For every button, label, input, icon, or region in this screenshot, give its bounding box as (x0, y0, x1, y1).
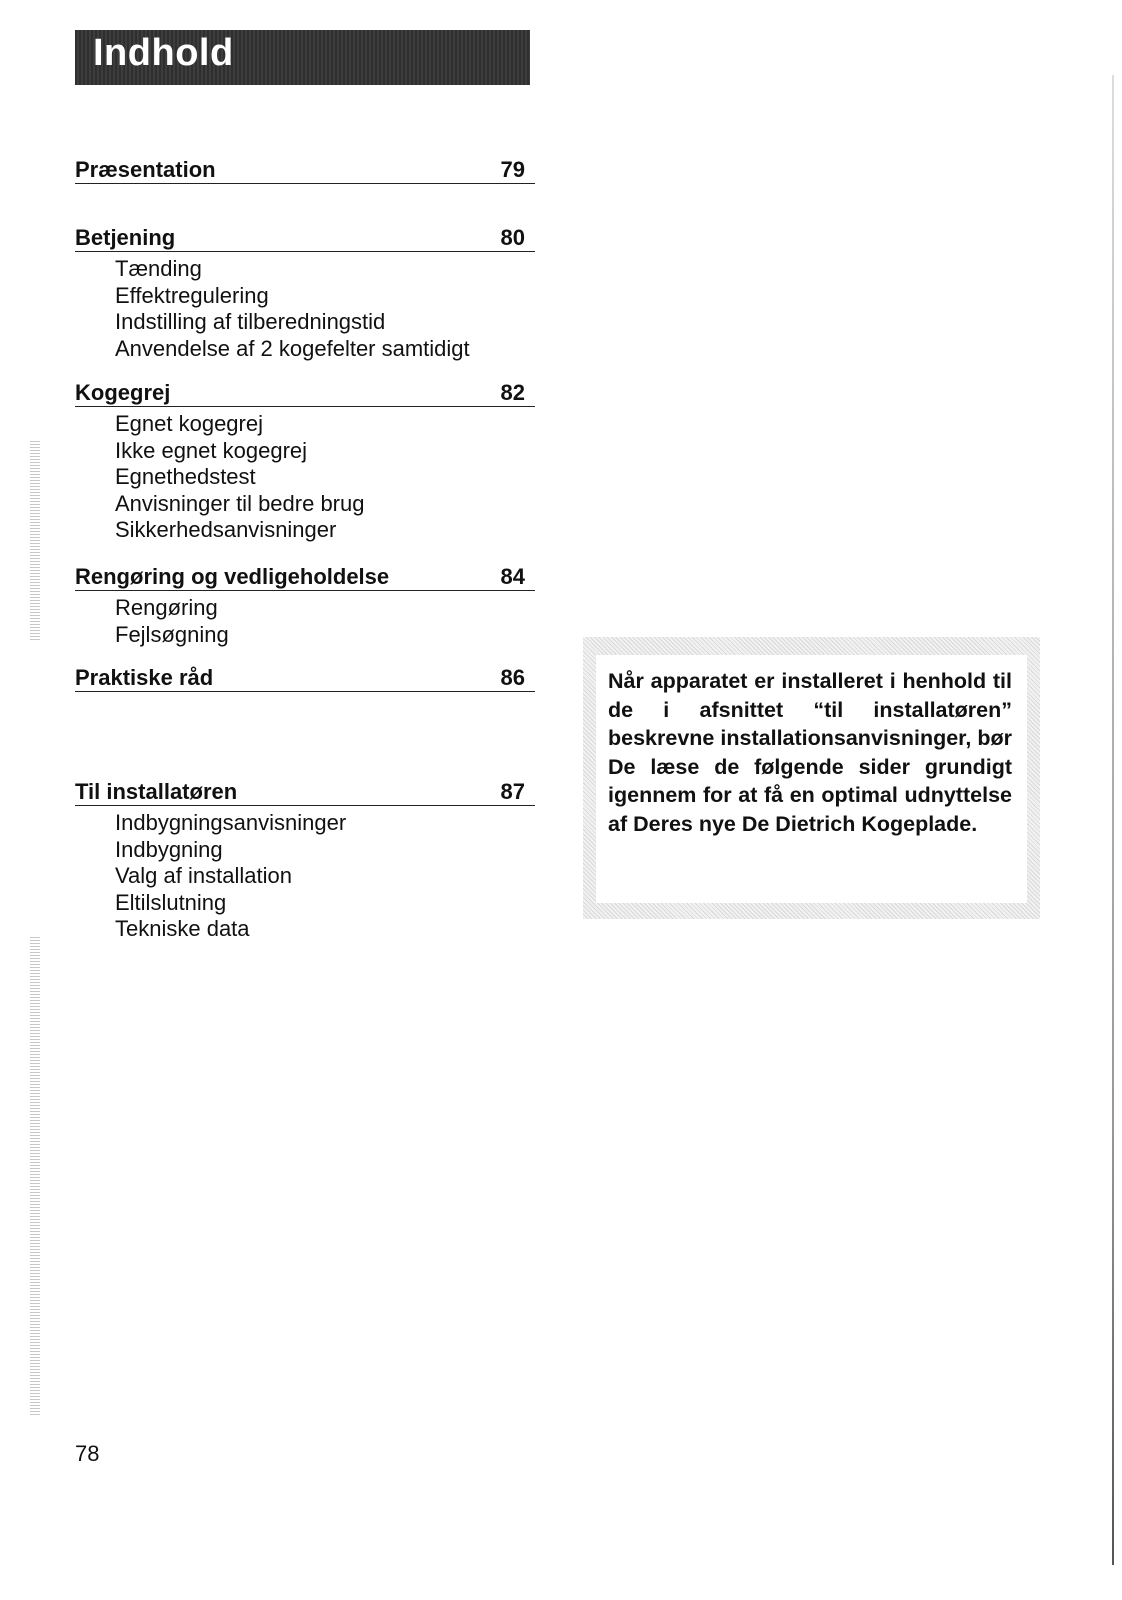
toc-subitems (75, 595, 535, 648)
toc-subitem[interactable]: Tænding (115, 256, 202, 281)
toc-heading-page: 80 (500, 225, 525, 250)
toc-heading-title: Praktiske råd (75, 665, 214, 690)
toc-heading[interactable] (75, 378, 535, 407)
toc-subitems (75, 411, 535, 544)
toc-subitem[interactable]: Indbygning (115, 836, 223, 862)
toc-heading-title: Rengøring og vedligeholdelse (75, 564, 390, 589)
page-title: Indhold (93, 32, 234, 74)
toc-section-rengoering (75, 562, 535, 648)
toc-heading-title: Betjening (75, 225, 176, 250)
toc-section-til-installatoeren (75, 777, 535, 943)
scan-artifact (30, 935, 40, 1415)
title-bar (75, 30, 530, 85)
toc-heading-page: 82 (500, 380, 525, 405)
toc-subitem[interactable]: Valg af installation (115, 863, 292, 888)
toc-heading[interactable] (75, 663, 535, 692)
toc-subitem[interactable]: Fejlsøgning (115, 621, 229, 647)
toc-subitem[interactable]: Rengøring (115, 595, 218, 620)
toc-heading[interactable] (75, 562, 535, 591)
toc-subitem[interactable]: Indstilling af tilberedningstid (115, 309, 386, 334)
toc-heading[interactable] (75, 777, 535, 806)
notice-inner (596, 655, 1027, 903)
toc-heading-title: Præsentation (75, 157, 216, 182)
toc-subitem[interactable]: Anvisninger til bedre brug (115, 490, 365, 516)
toc-subitem[interactable]: Tekniske data (115, 916, 250, 941)
toc-subitems (75, 256, 535, 362)
toc-subitem[interactable]: Egnet kogegrej (115, 411, 263, 436)
toc-subitems (75, 810, 535, 943)
page-number: 78 (75, 1441, 100, 1466)
toc-heading[interactable] (75, 223, 535, 252)
toc-heading[interactable] (75, 155, 535, 184)
toc-subitem[interactable]: Sikkerhedsanvisninger (115, 517, 337, 542)
toc-heading-title: Kogegrej (75, 380, 171, 405)
toc-heading-page: 79 (500, 157, 525, 182)
toc-section-praesentation (75, 155, 535, 184)
toc-subitem[interactable]: Egnethedstest (115, 464, 256, 489)
toc-heading-page: 87 (500, 779, 525, 804)
toc-section-kogegrej (75, 378, 535, 544)
scan-artifact (30, 440, 40, 640)
toc-subitem[interactable]: Anvendelse af 2 kogefelter samtidigt (115, 335, 470, 361)
notice-text: Når apparatet er installeret i henhold til de i afsnittet “til installatøren” beskrevne installationsanvisninger, bør De læse de følgende sider grundigt igennem for at få en optimal udnyttelse af Deres nye De Dietrich Kogeplade. (608, 669, 1012, 836)
toc-heading-page: 86 (500, 665, 525, 690)
toc-subitem[interactable]: Indbygningsanvisninger (115, 810, 347, 835)
toc-subitem[interactable]: Eltilslutning (115, 889, 227, 915)
toc-section-betjening (75, 223, 535, 362)
toc-heading-page: 84 (500, 564, 525, 589)
toc-subitem[interactable]: Effektregulering (115, 282, 269, 308)
notice-box (583, 637, 1040, 919)
scan-edge-line (1112, 75, 1114, 1565)
toc-section-praktiske-raad (75, 663, 535, 692)
toc-subitem[interactable]: Ikke egnet kogegrej (115, 437, 308, 463)
toc-heading-title: Til installatøren (75, 779, 238, 804)
